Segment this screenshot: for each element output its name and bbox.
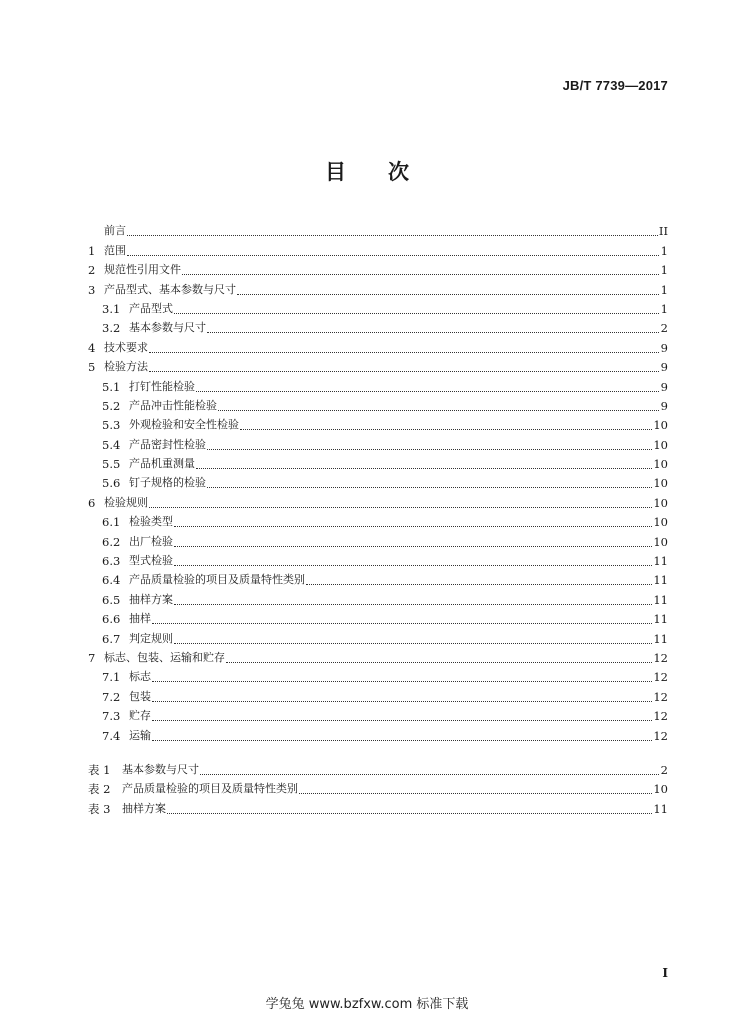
dot-leader xyxy=(149,359,659,372)
toc-entry-page: 1 xyxy=(660,301,668,316)
toc-entry-number: 6.2 xyxy=(102,534,121,549)
dot-leader xyxy=(196,379,659,392)
dot-leader xyxy=(152,689,652,702)
toc-entry-title: 抽样 xyxy=(129,612,151,626)
toc-entry-page: 11 xyxy=(653,592,668,607)
toc-entry-number: 7.1 xyxy=(102,670,121,685)
toc-entry-number: 5.3 xyxy=(102,418,121,433)
toc-entry[interactable] xyxy=(88,587,668,606)
toc-entry[interactable] xyxy=(88,297,668,316)
toc-entry-title: 产品质量检验的项目及质量特性类别 xyxy=(129,573,305,587)
toc-entry-number: 7.4 xyxy=(102,728,121,743)
toc-entry-title: 产品机重测量 xyxy=(129,457,195,471)
toc-entry-title: 产品密封性检验 xyxy=(129,437,206,451)
dot-leader xyxy=(306,572,652,585)
toc-entry[interactable] xyxy=(88,665,668,684)
toc-entry-page: 10 xyxy=(653,476,668,491)
toc-entry-title: 判定规则 xyxy=(129,631,173,645)
toc-entry-title: 检验方法 xyxy=(104,360,148,374)
toc-entry-number: 5.2 xyxy=(102,398,121,413)
toc-entry-title: 出厂检验 xyxy=(129,534,173,548)
toc-entry-page: 11 xyxy=(653,554,668,569)
toc-entry-title: 产品型式、基本参数与尺寸 xyxy=(104,282,236,296)
toc-entry[interactable] xyxy=(88,432,668,451)
toc-entry[interactable] xyxy=(88,568,668,587)
toc-entry[interactable] xyxy=(88,413,668,432)
dot-leader xyxy=(207,320,659,333)
dot-leader xyxy=(167,801,652,814)
dot-leader xyxy=(226,650,652,663)
dot-leader xyxy=(152,708,652,721)
toc-entry-number: 6.5 xyxy=(102,592,121,607)
toc-entry-page: 12 xyxy=(653,689,668,704)
dot-leader xyxy=(299,781,652,794)
toc-entry[interactable] xyxy=(88,452,668,471)
toc-entry-title: 前言 xyxy=(104,224,126,238)
toc-entry-page: 10 xyxy=(653,534,668,549)
toc-entry-page: 11 xyxy=(653,573,668,588)
dot-leader xyxy=(237,282,659,295)
dot-leader xyxy=(174,553,652,566)
dot-leader xyxy=(174,514,652,527)
toc-entry[interactable] xyxy=(88,529,668,548)
table-list-entry[interactable] xyxy=(88,777,668,796)
toc-entry-number: 5 xyxy=(88,360,96,375)
toc-entry-number: 表 1 xyxy=(88,762,111,777)
dot-leader xyxy=(152,669,652,682)
page-title xyxy=(0,156,734,186)
toc-entry-number: 6 xyxy=(88,495,96,510)
toc-entry-page: 12 xyxy=(653,670,668,685)
toc-entry-title: 运输 xyxy=(129,728,151,742)
toc-entry-title: 标志 xyxy=(129,670,151,684)
toc-spacer xyxy=(88,743,668,758)
dot-leader xyxy=(149,495,652,508)
toc-entry-title: 型式检验 xyxy=(129,554,173,568)
toc-entry-title: 钉子规格的检验 xyxy=(129,476,206,490)
dot-leader xyxy=(127,223,658,236)
dot-leader xyxy=(152,728,652,741)
toc-entry-page: 10 xyxy=(653,515,668,530)
toc-entry-number: 表 2 xyxy=(88,782,111,797)
dot-leader xyxy=(174,534,652,547)
toc-entry-title: 技术要求 xyxy=(104,340,148,354)
toc-entry-page: 10 xyxy=(653,782,668,797)
toc-entry-title: 基本参数与尺寸 xyxy=(129,321,206,335)
toc-entry[interactable] xyxy=(88,549,668,568)
toc-entry-page: 12 xyxy=(653,709,668,724)
toc-entry-title: 规范性引用文件 xyxy=(104,263,181,277)
toc-entry-number: 2 xyxy=(88,263,96,278)
dot-leader xyxy=(240,417,652,430)
toc-entry-number: 4 xyxy=(88,340,96,355)
toc-entry-title: 贮存 xyxy=(129,709,151,723)
toc-entry-page: 10 xyxy=(653,437,668,452)
dot-leader xyxy=(218,398,659,411)
toc-entry-page: 2 xyxy=(660,762,668,777)
toc-entry-title: 产品冲击性能检验 xyxy=(129,398,217,412)
toc-entry-number: 1 xyxy=(88,243,96,258)
toc-entry[interactable] xyxy=(88,394,668,413)
toc-entry-page: 9 xyxy=(660,360,668,375)
toc-entry-page: 1 xyxy=(660,282,668,297)
toc-entry[interactable] xyxy=(88,277,668,296)
toc-entry-title: 包装 xyxy=(129,689,151,703)
toc-entry-title: 抽样方案 xyxy=(129,592,173,606)
toc-entry-page: 11 xyxy=(653,801,668,816)
toc-entry-number: 6.4 xyxy=(102,573,121,588)
toc-entry-title: 标志、包装、运输和贮存 xyxy=(104,650,225,664)
toc-entry-number: 5.5 xyxy=(102,457,121,472)
toc-entry-number: 7.2 xyxy=(102,689,121,704)
toc-entry[interactable] xyxy=(88,238,668,257)
toc-entry[interactable] xyxy=(88,471,668,490)
toc-entry-page: 12 xyxy=(653,728,668,743)
toc-entry[interactable] xyxy=(88,219,668,238)
toc-entry-page: 1 xyxy=(660,243,668,258)
toc-entry[interactable] xyxy=(88,335,668,354)
dot-leader xyxy=(152,611,652,624)
dot-leader xyxy=(174,592,652,605)
toc-entry[interactable] xyxy=(88,607,668,626)
toc-entry-title: 打钉性能检验 xyxy=(129,379,195,393)
toc-entry-number: 3.2 xyxy=(102,321,121,336)
toc-entry-page: 10 xyxy=(653,495,668,510)
dot-leader xyxy=(207,437,652,450)
toc-entry-page: 2 xyxy=(660,321,668,336)
toc-entry[interactable] xyxy=(88,510,668,529)
title-char-1: 目 xyxy=(325,160,346,184)
toc-entry-number: 3 xyxy=(88,282,96,297)
toc-entry-page: 10 xyxy=(653,457,668,472)
toc-entry-number: 3.1 xyxy=(102,301,121,316)
dot-leader xyxy=(207,475,652,488)
toc-entry-page: 11 xyxy=(653,612,668,627)
dot-leader xyxy=(127,243,659,256)
toc-entry[interactable] xyxy=(88,258,668,277)
dot-leader xyxy=(196,456,652,469)
title-char-2: 次 xyxy=(388,160,409,184)
toc-entry-number: 6.7 xyxy=(102,631,121,646)
toc-entry-page: 10 xyxy=(653,418,668,433)
toc-entry[interactable] xyxy=(88,316,668,335)
toc-entry-page: 11 xyxy=(653,631,668,646)
toc-entry[interactable] xyxy=(88,355,668,374)
dot-leader xyxy=(200,762,659,775)
page-number: I xyxy=(662,966,668,980)
toc-entry-title: 范围 xyxy=(104,243,126,257)
toc-entry[interactable] xyxy=(88,704,668,723)
toc-entry-title: 检验规则 xyxy=(104,495,148,509)
toc-entry-number: 6.1 xyxy=(102,515,121,530)
standard-number: JB/T 7739—2017 xyxy=(562,78,668,93)
toc-entry[interactable] xyxy=(88,684,668,703)
dot-leader xyxy=(174,301,659,314)
toc-entry-title: 产品质量检验的项目及质量特性类别 xyxy=(122,782,298,796)
toc-entry-number: 表 3 xyxy=(88,801,111,816)
toc-entry-number: 5.6 xyxy=(102,476,121,491)
toc-entry-title: 外观检验和安全性检验 xyxy=(129,418,239,432)
dot-leader xyxy=(182,262,659,275)
toc-entry-number: 6.3 xyxy=(102,554,121,569)
toc-entry-title: 基本参数与尺寸 xyxy=(122,762,199,776)
dot-leader xyxy=(174,631,652,644)
table-of-contents xyxy=(88,219,668,816)
toc-entry-number: 7.3 xyxy=(102,709,121,724)
toc-entry[interactable] xyxy=(88,626,668,645)
toc-entry-number: 5.4 xyxy=(102,437,121,452)
toc-entry-title: 检验类型 xyxy=(129,515,173,529)
toc-entry-title: 抽样方案 xyxy=(122,801,166,815)
toc-entry-page: 9 xyxy=(660,340,668,355)
table-list-entry[interactable] xyxy=(88,758,668,777)
watermark-text: 学兔兔 www.bzfxw.com 标准下载 xyxy=(265,997,469,1012)
toc-entry-page: 9 xyxy=(660,398,668,413)
dot-leader xyxy=(149,340,659,353)
toc-entry-page: 1 xyxy=(660,263,668,278)
toc-entry-number: 6.6 xyxy=(102,612,121,627)
toc-entry[interactable] xyxy=(88,723,668,742)
toc-entry-page: II xyxy=(658,224,668,239)
toc-entry[interactable] xyxy=(88,374,668,393)
toc-entry[interactable] xyxy=(88,646,668,665)
toc-entry-number: 7 xyxy=(88,650,96,665)
toc-entry-page: 9 xyxy=(660,379,668,394)
toc-entry-title: 产品型式 xyxy=(129,301,173,315)
toc-entry-number: 5.1 xyxy=(102,379,121,394)
table-list-entry[interactable] xyxy=(88,796,668,815)
toc-entry[interactable] xyxy=(88,490,668,509)
toc-entry-page: 12 xyxy=(653,650,668,665)
